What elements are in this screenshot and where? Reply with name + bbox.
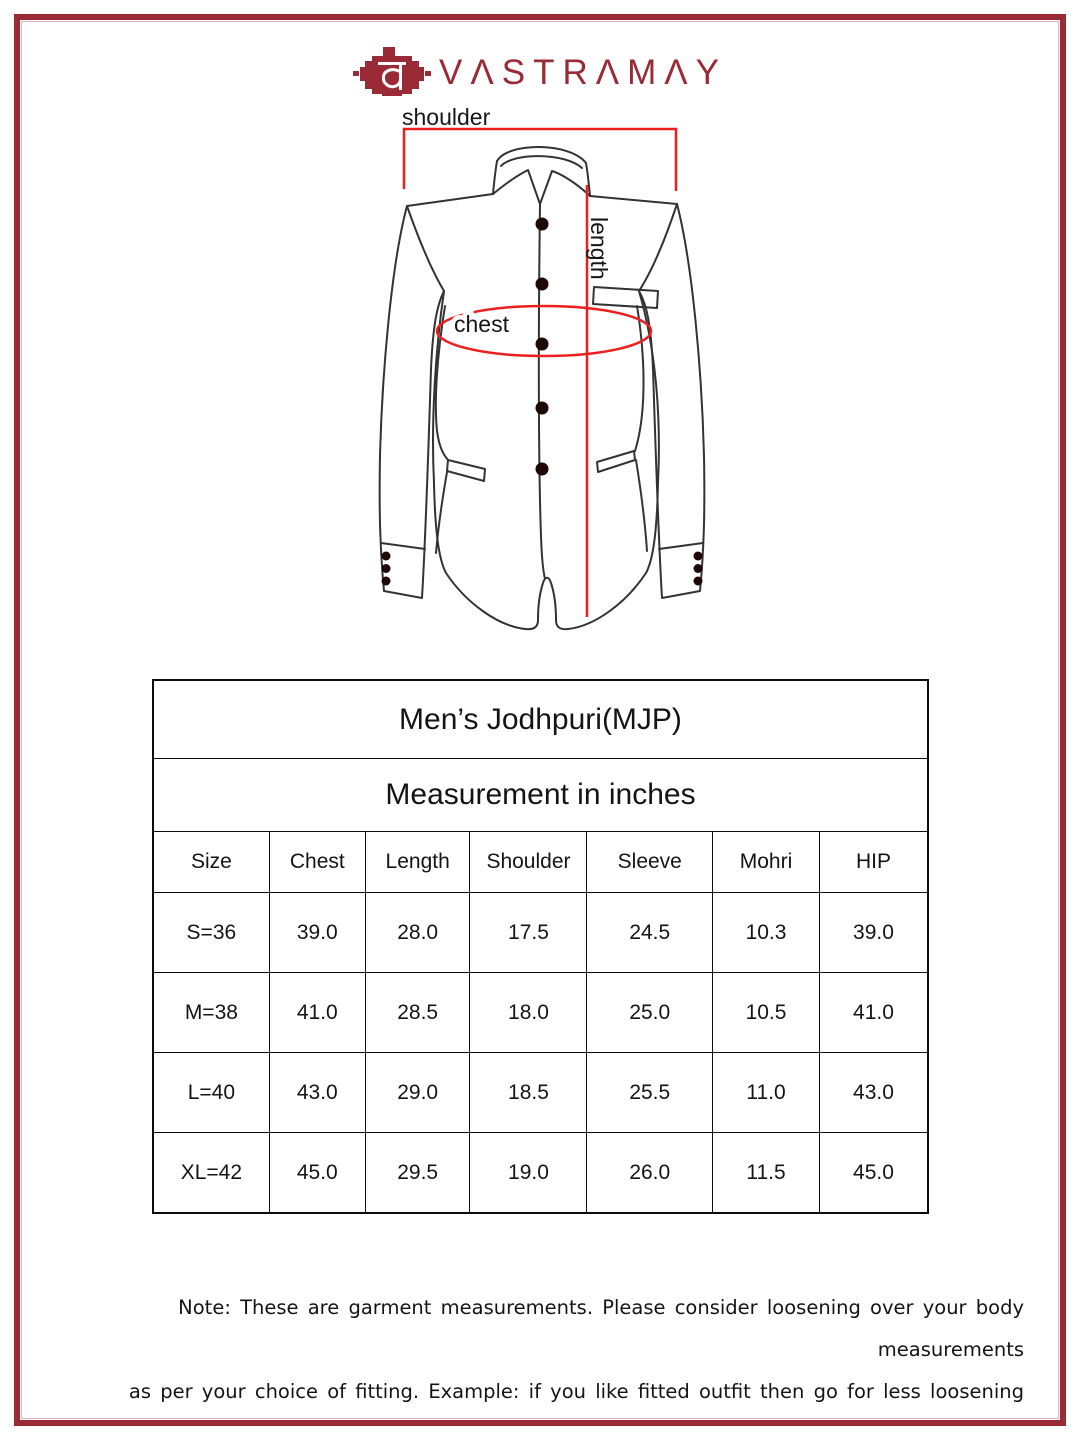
table-cell: XL=42 — [153, 1133, 269, 1214]
shoulder-bracket — [404, 129, 676, 191]
table-cell: 24.5 — [587, 893, 713, 973]
shoulder-label: shoulder — [402, 104, 491, 130]
table-row-s36 — [153, 893, 928, 973]
breast-pocket — [593, 287, 658, 308]
table-cell: 43.0 — [819, 1053, 928, 1133]
column-header-length: Length — [365, 832, 470, 893]
table-title-row — [153, 680, 928, 759]
table-cell: 18.5 — [470, 1053, 587, 1133]
note-line-2: as per your choice of fitting. Example: if you like fitted outfit then go for less loosening — [128, 1380, 1024, 1403]
devanagari-va-icon — [353, 47, 431, 97]
table-cell: 18.0 — [470, 973, 587, 1053]
column-header-mohri: Mohri — [713, 832, 820, 893]
jacket-measurement-diagram — [374, 101, 724, 661]
table-row-m38 — [153, 973, 928, 1053]
note-line-1: Note: These are garment measurements. Please consider loosening over your body measurements — [178, 1296, 1024, 1361]
table-subtitle: Measurement in inches — [153, 759, 928, 832]
table-cell: 25.0 — [587, 973, 713, 1053]
table-cell: M=38 — [153, 973, 269, 1053]
table-cell: 11.0 — [713, 1053, 820, 1133]
length-label: length — [586, 217, 612, 280]
table-cell: 41.0 — [819, 973, 928, 1053]
right-hip-pocket — [597, 451, 635, 472]
column-header-hip: HIP — [819, 832, 928, 893]
table-cell: 19.0 — [470, 1133, 587, 1214]
table-title: Men’s Jodhpuri(MJP) — [153, 680, 928, 759]
table-cell: 39.0 — [819, 893, 928, 973]
table-cell: 28.0 — [365, 893, 470, 973]
table-cell: 29.0 — [365, 1053, 470, 1133]
brand-wordmark: VΛSTRΛMΛY — [439, 53, 727, 92]
table-cell: 10.5 — [713, 973, 820, 1053]
table-cell: 11.5 — [713, 1133, 820, 1214]
table-cell: L=40 — [153, 1053, 269, 1133]
table-row-xl42 — [153, 1133, 928, 1214]
brand-logo — [0, 46, 1080, 98]
table-cell: 28.5 — [365, 973, 470, 1053]
measurement-note — [40, 1287, 1024, 1413]
table-subtitle-row — [153, 759, 928, 832]
table-header-row — [153, 832, 928, 893]
left-hip-pocket — [447, 460, 485, 481]
column-header-sleeve: Sleeve — [587, 832, 713, 893]
chest-label: chest — [454, 311, 509, 337]
table-cell: 43.0 — [269, 1053, 365, 1133]
table-cell: 41.0 — [269, 973, 365, 1053]
table-cell: 26.0 — [587, 1133, 713, 1214]
table-cell: 29.5 — [365, 1133, 470, 1214]
table-cell: 45.0 — [819, 1133, 928, 1214]
table-cell: 10.3 — [713, 893, 820, 973]
table-cell: 25.5 — [587, 1053, 713, 1133]
table-cell: S=36 — [153, 893, 269, 973]
column-header-size: Size — [153, 832, 269, 893]
table-row-l40 — [153, 1053, 928, 1133]
table-cell: 17.5 — [470, 893, 587, 973]
table-cell: 45.0 — [269, 1133, 365, 1214]
table-cell: 39.0 — [269, 893, 365, 973]
column-header-chest: Chest — [269, 832, 365, 893]
column-header-shoulder: Shoulder — [470, 832, 587, 893]
size-chart-table — [152, 679, 929, 1214]
